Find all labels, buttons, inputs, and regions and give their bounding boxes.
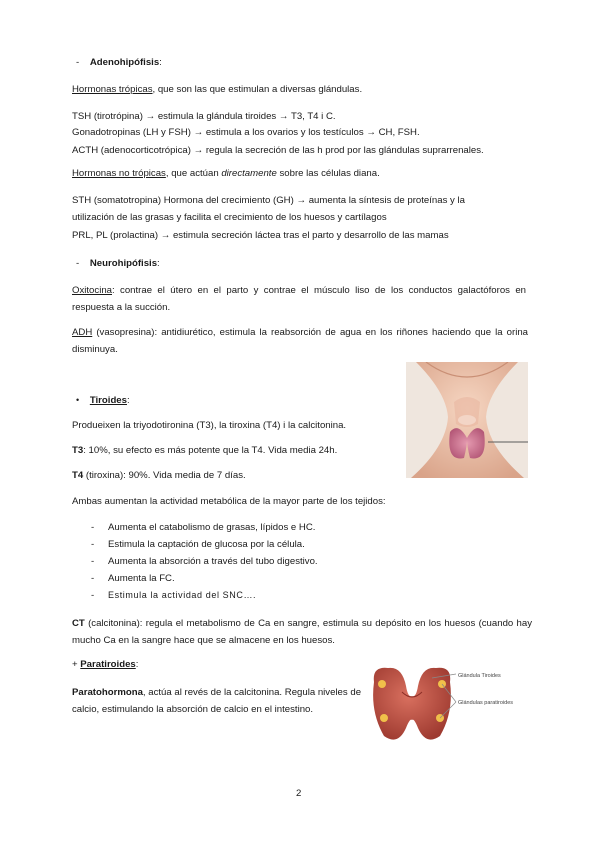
neuro-title: Neurohipófisis (89, 258, 158, 269)
effect-text: Aumenta la FC. (108, 573, 175, 584)
label-glandula-tiroides: Glándula Tiroides (458, 673, 501, 679)
no-tropicas-title: Hormonas no trópicas (72, 168, 166, 179)
page-number: 2 (296, 788, 302, 799)
ct-paragraph (72, 615, 532, 649)
colon: : (126, 395, 130, 406)
adeno-title: Adenohipófisis (89, 57, 160, 68)
dash: - (91, 522, 95, 533)
effect-text: Aumenta el catabolismo de grasas, lípidos e HC. (108, 522, 316, 533)
t3-line (72, 445, 337, 457)
colon: : (159, 57, 162, 68)
adh-text: (vasopresina): antidiurético, estimula la reabsorción de agua en los riñones haciendo que la orina disminuya. (72, 327, 528, 355)
dash: - (91, 556, 95, 567)
tropicas-title: Hormonas trópicas (72, 84, 153, 95)
tsh-line: TSH (tirotrópina) → estimula la glándula tiroides → T3, T4 i C. (72, 111, 336, 122)
effect-text: Estimula la captación de glucosa por la célula. (108, 539, 305, 550)
effect-item (91, 573, 175, 585)
neuro-heading (76, 258, 160, 270)
paratiroides-title: Paratiroides (80, 659, 136, 670)
no-tropicas-pre: , que actúan (165, 168, 222, 179)
plus-prefix: + (72, 659, 81, 670)
t4-label: T4 (72, 470, 84, 481)
adh-paragraph (72, 324, 528, 358)
t4-line (72, 470, 246, 482)
no-tropicas-post: sobre las células diana. (276, 168, 380, 179)
bullet-dot: • (76, 395, 80, 405)
neck-thyroid-illustration (406, 362, 528, 478)
ambas-line: Ambas aumentan la actividad metabólica de la mayor parte de los tejidos: (72, 496, 386, 507)
prl-line: PRL, PL (prolactina) → estimula secreción láctea tras el parto y desarrollo de las mamas (72, 230, 449, 241)
tiroides-title: Tiroides (89, 395, 127, 406)
bullet-dash: - (76, 57, 80, 68)
sth-line-2: utilización de las grasas y facilita el crecimiento de los huesos y cartílagos (72, 212, 387, 223)
pth-label: Paratohormona (72, 687, 143, 698)
acth-line: ACTH (adenocorticotrópica) → regula la secreción de las h prod por las glándulas suprarrenales. (72, 145, 484, 156)
no-tropicas-em: directamente (221, 168, 277, 179)
effect-item (91, 556, 318, 568)
oxitocina-text: : contrae el útero en el parto y contrae el músculo liso de los conductos galactóforos en respuesta a la succión. (72, 285, 526, 313)
dash: - (91, 573, 95, 584)
colon: : (135, 659, 139, 670)
bullet-dash: - (76, 258, 80, 269)
paratiroides-heading (72, 659, 138, 671)
effect-text: Aumenta la absorción a través del tubo digestivo. (108, 556, 318, 567)
neck-thyroid-image (406, 362, 528, 478)
effect-item (91, 590, 257, 602)
sth-line-1: STH (somatotropina) Hormona del crecimiento (GH) → aumenta la síntesis de proteínas y la (72, 195, 465, 206)
tropicas-rest: , que son las que estimulan a diversas glándulas. (152, 84, 363, 95)
ct-text: (calcitonina): regula el metabolismo de Ca en sangre, estimula su depósito en los huesos (cuando hay mucho Ca en la sangre hace que se almacene en los huesos. (72, 618, 532, 646)
effect-item (91, 522, 316, 534)
parathyroid-image (366, 662, 532, 746)
colon: : (157, 258, 160, 269)
dash: - (91, 539, 95, 550)
t3-label: T3 (72, 445, 84, 456)
oxitocina-title: Oxitocina (72, 285, 112, 296)
parathyroid-illustration (366, 662, 532, 746)
adeno-heading (76, 57, 162, 69)
t4-text: (tiroxina): 90%. Vida media de 7 días. (83, 470, 246, 481)
no-tropicas-line (72, 168, 380, 180)
effect-item (91, 539, 305, 551)
tiroides-heading (76, 395, 130, 407)
oxitocina-paragraph (72, 282, 526, 316)
tiroides-intro: Produeixen la triyodotironina (T3), la tiroxina (T4) i la calcitonina. (72, 420, 347, 431)
pth-text: , actúa al revés de la calcitonina. Regula niveles de calcio, estimulando la absorción de calcio en el intestino. (72, 687, 362, 715)
dash: - (91, 590, 95, 601)
t3-text: : 10%, su efecto es más potente que la T4. Vida media 24h. (83, 445, 338, 456)
ct-label: CT (72, 618, 85, 629)
gonado-line: Gonadotropinas (LH y FSH) → estimula a los ovarios y los testículos → CH, FSH. (72, 127, 420, 138)
pth-paragraph (72, 684, 372, 718)
tropicas-line (72, 84, 362, 96)
adh-title: ADH (72, 327, 93, 338)
label-glandulas-paratiroides: Glándulas paratiroides (458, 700, 514, 706)
effect-text: Estimula la actividad del SNC…. (108, 590, 257, 600)
